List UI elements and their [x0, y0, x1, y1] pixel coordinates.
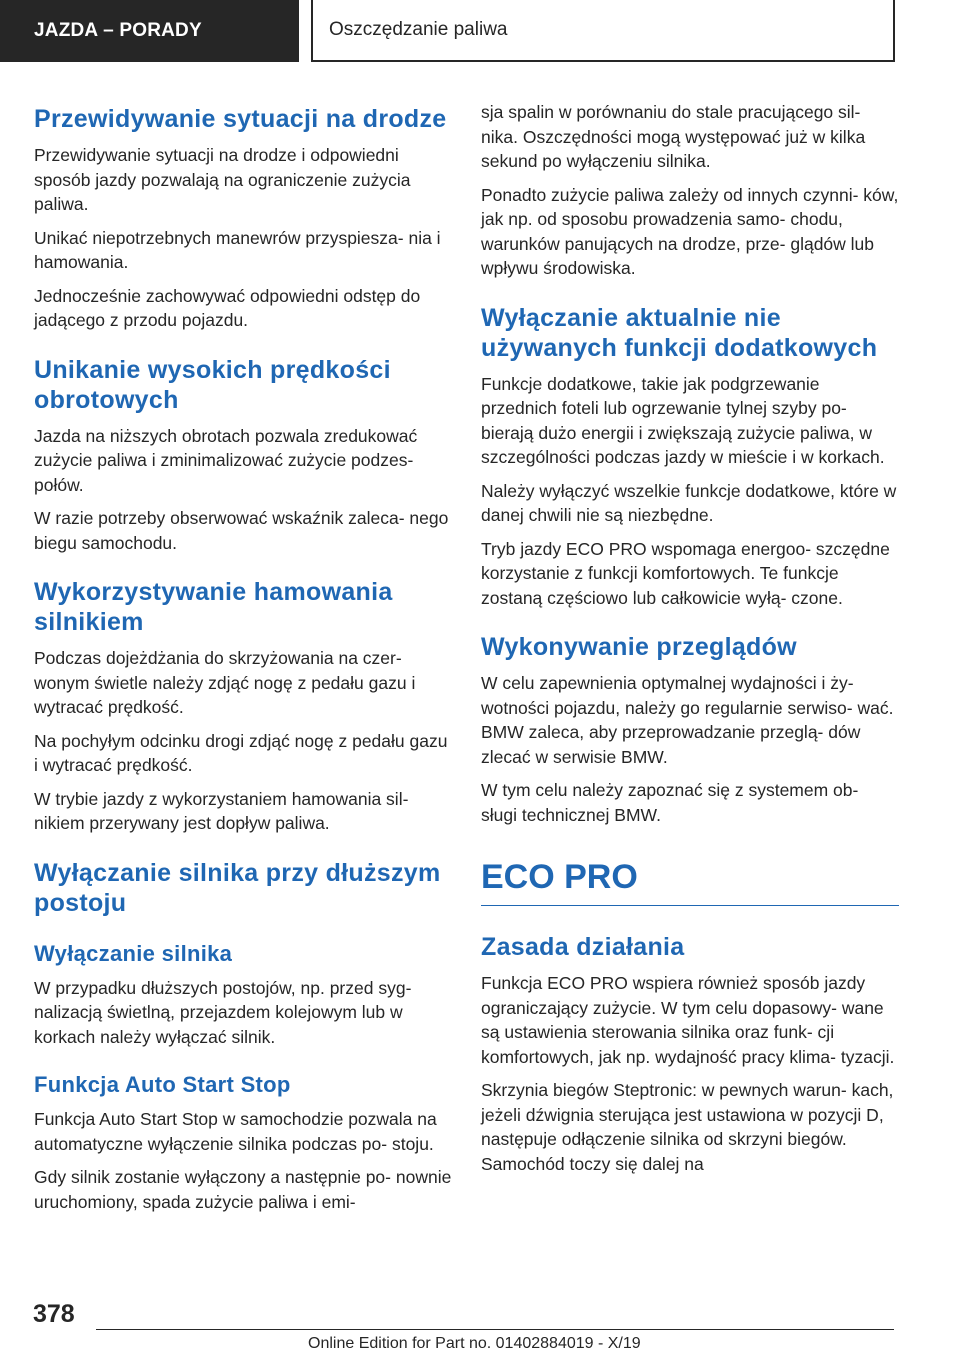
paragraph: Należy wyłączyć wszelkie funkcje dodatkowe, które w danej chwili nie są niezbędne.: [481, 480, 897, 525]
footer-edition: Online Edition for Part no. 01402884019 - X/19: [308, 1335, 641, 1352]
paragraph: W razie potrzeby obserwować wskaźnik zaleca- nego biegu samochodu.: [34, 508, 449, 553]
paragraph: Funkcja Auto Start Stop w samochodzie pozwala na automatyczne wyłączenie silnika podczas po- stoju.: [34, 1109, 437, 1154]
paragraph: Ponadto zużycie paliwa zależy od innych czynni- ków, jak np. od sposobu prowadzenia samo- chodu, warunków panujących na drodze, prze- glądów lub wpływu środowiska.: [481, 184, 899, 278]
paragraph: Tryb jazdy ECO PRO wspomaga energoo- szczędne korzystanie z funkcji komfortowych. Te funkcje zostaną częściowo lub całkowicie wyłą- czone.: [481, 538, 890, 608]
header-chapter-title: Oszczędzanie paliwa: [311, 0, 895, 62]
subheading-engine-off: Wyłączanie silnika: [34, 940, 233, 966]
heading-extra-functions: Wyłączanie aktualnie nie używanych funkcji dodatkowych: [481, 303, 878, 362]
paragraph: W celu zapewnienia optymalnej wydajności i ży- wotności pojazdu, należy go regularnie serwiso- wać. BMW zaleca, aby przeprowadzanie przeglą- dów zlecać w serwisie BMW.: [481, 673, 894, 767]
paragraph: Przewidywanie sytuacji na drodze i odpowiedni sposób jazdy pozwalają na ograniczenie zużycia paliwa.: [34, 145, 411, 214]
paragraph: Unikać niepotrzebnych manewrów przyspiesza- nia i hamowania.: [34, 227, 441, 272]
paragraph: Jazda na niższych obrotach pozwala zredukować zużycie paliwa i zminimalizować zużycie podzes- połów.: [34, 425, 418, 495]
subheading-auto-start-stop: Funkcja Auto Start Stop: [34, 1072, 291, 1097]
paragraph: W trybie jazdy z wykorzystaniem hamowania sil- nikiem przerywany jest dopływ paliwa.: [34, 788, 409, 833]
paragraph: Funkcje dodatkowe, takie jak podgrzewanie przednich foteli lub ogrzewanie tylnej szyby po- bierają dużo energii i zwiększają zużycie paliwa, w szczególności podczas jazdy w mieście i w korkach.: [481, 373, 885, 467]
paragraph: Funkcja ECO PRO wspiera również sposób jazdy ograniczający zużycie. W tym celu dopasowy- wane są ustawienia sterowania silnika oraz funk- cji komfortowych, jak np. wydajność pracy klima- tyzacji.: [481, 973, 895, 1067]
paragraph: Na pochyłym odcinku drogi zdjąć nogę z pedału gazu i wytracać prędkość.: [34, 730, 448, 775]
left-column: [34, 104, 452, 1214]
footer-divider: [96, 1329, 894, 1330]
paragraph: W tym celu należy zapoznać się z systemem ob- sługi technicznej BMW.: [481, 780, 859, 825]
heading-engine-braking: Wykorzystywanie hamowania silnikiem: [34, 578, 393, 636]
heading-principle: Zasada działania: [481, 933, 685, 961]
heading-anticipation: Przewidywanie sytuacji na drodze: [34, 105, 447, 133]
heading-service: Wykonywanie przeglądów: [481, 633, 797, 661]
paragraph: Gdy silnik zostanie wyłączony a następnie po- nownie uruchomiony, spada zużycie paliwa i emi-: [34, 1167, 452, 1212]
header-section-title: JAZDA – PORADY: [0, 0, 299, 62]
chapter-title-eco-pro: ECO PRO: [481, 857, 899, 906]
heading-high-rpm: Unikanie wysokich prędkości obrotowych: [34, 355, 391, 414]
page-number: 378: [33, 1300, 75, 1328]
paragraph: sja spalin w porównaniu do stale pracującego sil- nika. Oszczędności mogą występować już w kilka sekund po wyłączeniu silnika.: [481, 102, 866, 171]
paragraph: W przypadku dłuższych postojów, np. przed syg- nalizacją świetlną, przejazdem kolejowym lub w korkach należy wyłączać silnik.: [34, 977, 412, 1047]
paragraph: Skrzynia biegów Steptronic: w pewnych warun- kach, jeżeli dźwignia sterująca jest ustawiona w pozycji D, następuje odłączenie silnika od skrzyni biegów. Samochód toczy się dalej na: [481, 1080, 894, 1174]
paragraph: Jednocześnie zachowywać odpowiedni odstęp do jadącego z przodu pojazdu.: [34, 285, 421, 330]
paragraph: Podczas dojeżdżania do skrzyżowania na czer- wonym świetle należy zdjąć nogę z pedału gazu i wytracać prędkość.: [34, 648, 416, 717]
heading-engine-off: Wyłączanie silnika przy dłuższym postoju: [34, 858, 441, 917]
right-column: [481, 100, 899, 1176]
